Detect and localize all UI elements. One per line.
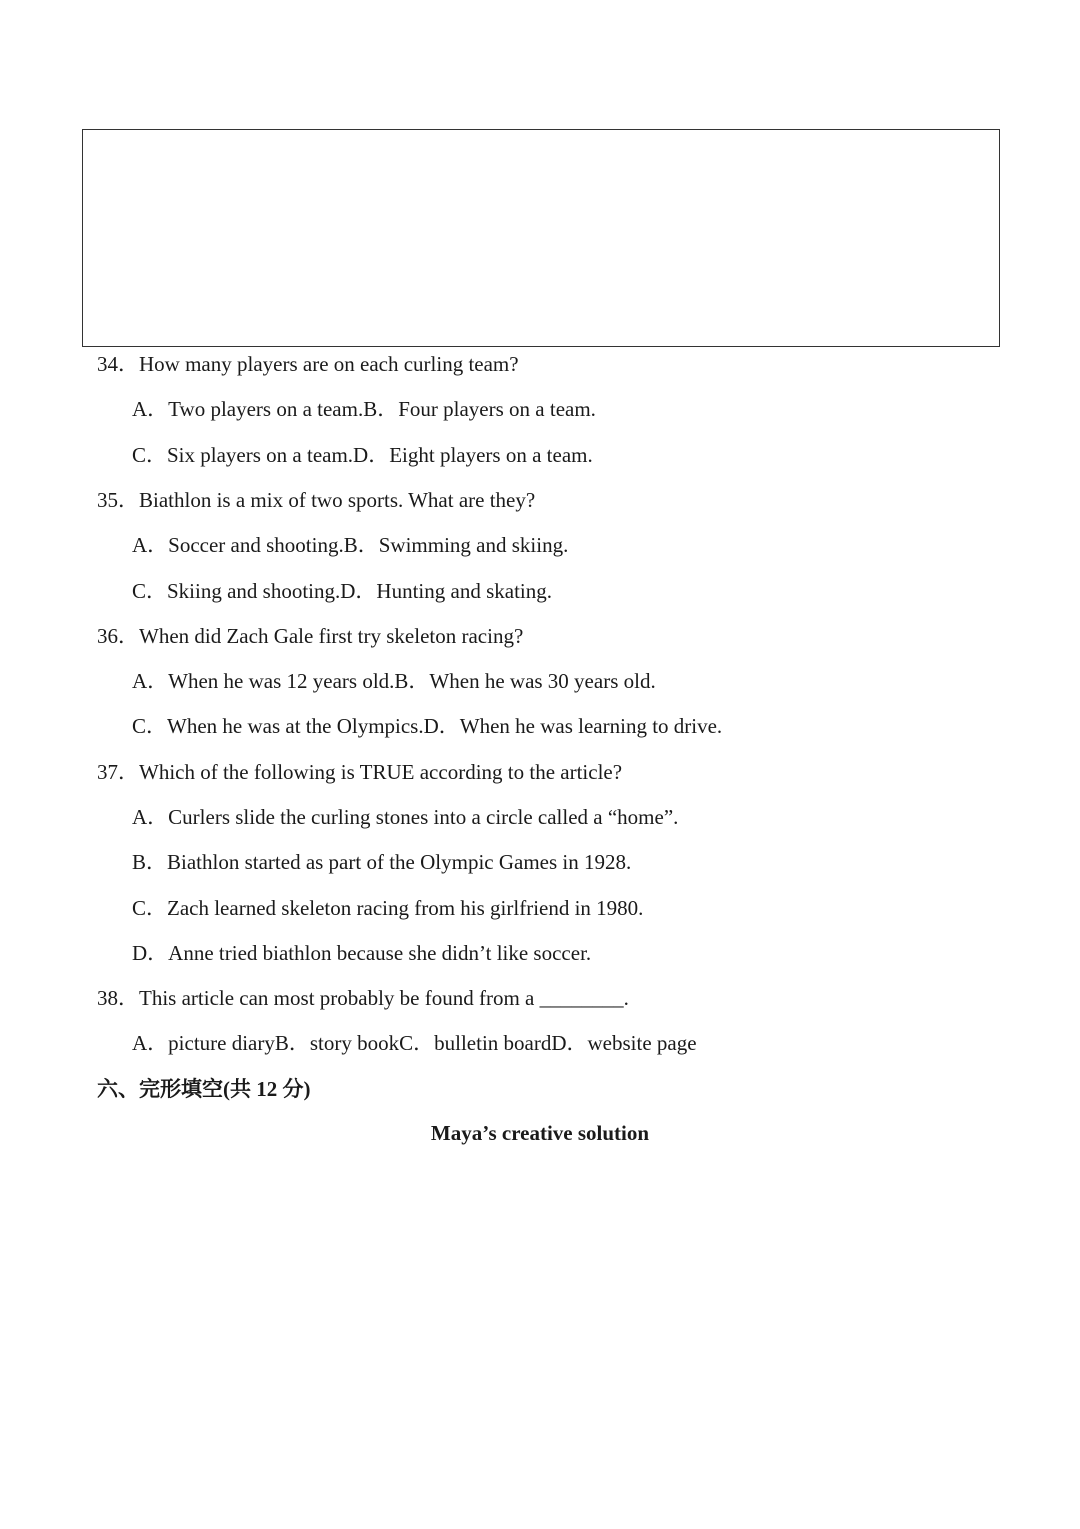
question-36-options-ab: A．When he was 12 years old.B．When he was 30 years old. — [132, 669, 656, 693]
passage-title: Maya’s creative solution — [430, 1121, 650, 1145]
question-37-option-a: A．Curlers slide the curling stones into a circle called a “home”. — [132, 805, 679, 829]
answer-box — [82, 129, 1000, 347]
question-37-stem: 37．Which of the following is TRUE according to the article? — [97, 760, 623, 784]
question-34-stem: 34．How many players are on each curling team? — [97, 352, 519, 376]
question-38-options: A．picture diaryB．story bookC．bulletin boardD．website page — [132, 1031, 697, 1055]
question-34-options-cd: C．Six players on a team.D．Eight players on a team. — [132, 443, 593, 467]
question-35-stem: 35．Biathlon is a mix of two sports. What are they? — [97, 488, 536, 512]
question-35-options-cd: C．Skiing and shooting.D．Hunting and skating. — [132, 579, 552, 603]
question-34-options-ab: A．Two players on a team.B．Four players on a team. — [132, 397, 596, 421]
section-heading: 六、完形填空(共 12 分) — [97, 1077, 311, 1101]
question-36-stem: 36．When did Zach Gale first try skeleton racing? — [97, 624, 524, 648]
question-37-option-d: D．Anne tried biathlon because she didn’t like soccer. — [132, 941, 592, 965]
question-37-option-c: C．Zach learned skeleton racing from his girlfriend in 1980. — [132, 896, 644, 920]
question-35-options-ab: A．Soccer and shooting.B．Swimming and skiing. — [132, 533, 569, 557]
question-38-stem: 38．This article can most probably be found from a ________. — [97, 986, 629, 1010]
question-37-option-b: B．Biathlon started as part of the Olympic Games in 1928. — [132, 850, 632, 874]
question-36-options-cd: C．When he was at the Olympics.D．When he was learning to drive. — [132, 714, 723, 738]
